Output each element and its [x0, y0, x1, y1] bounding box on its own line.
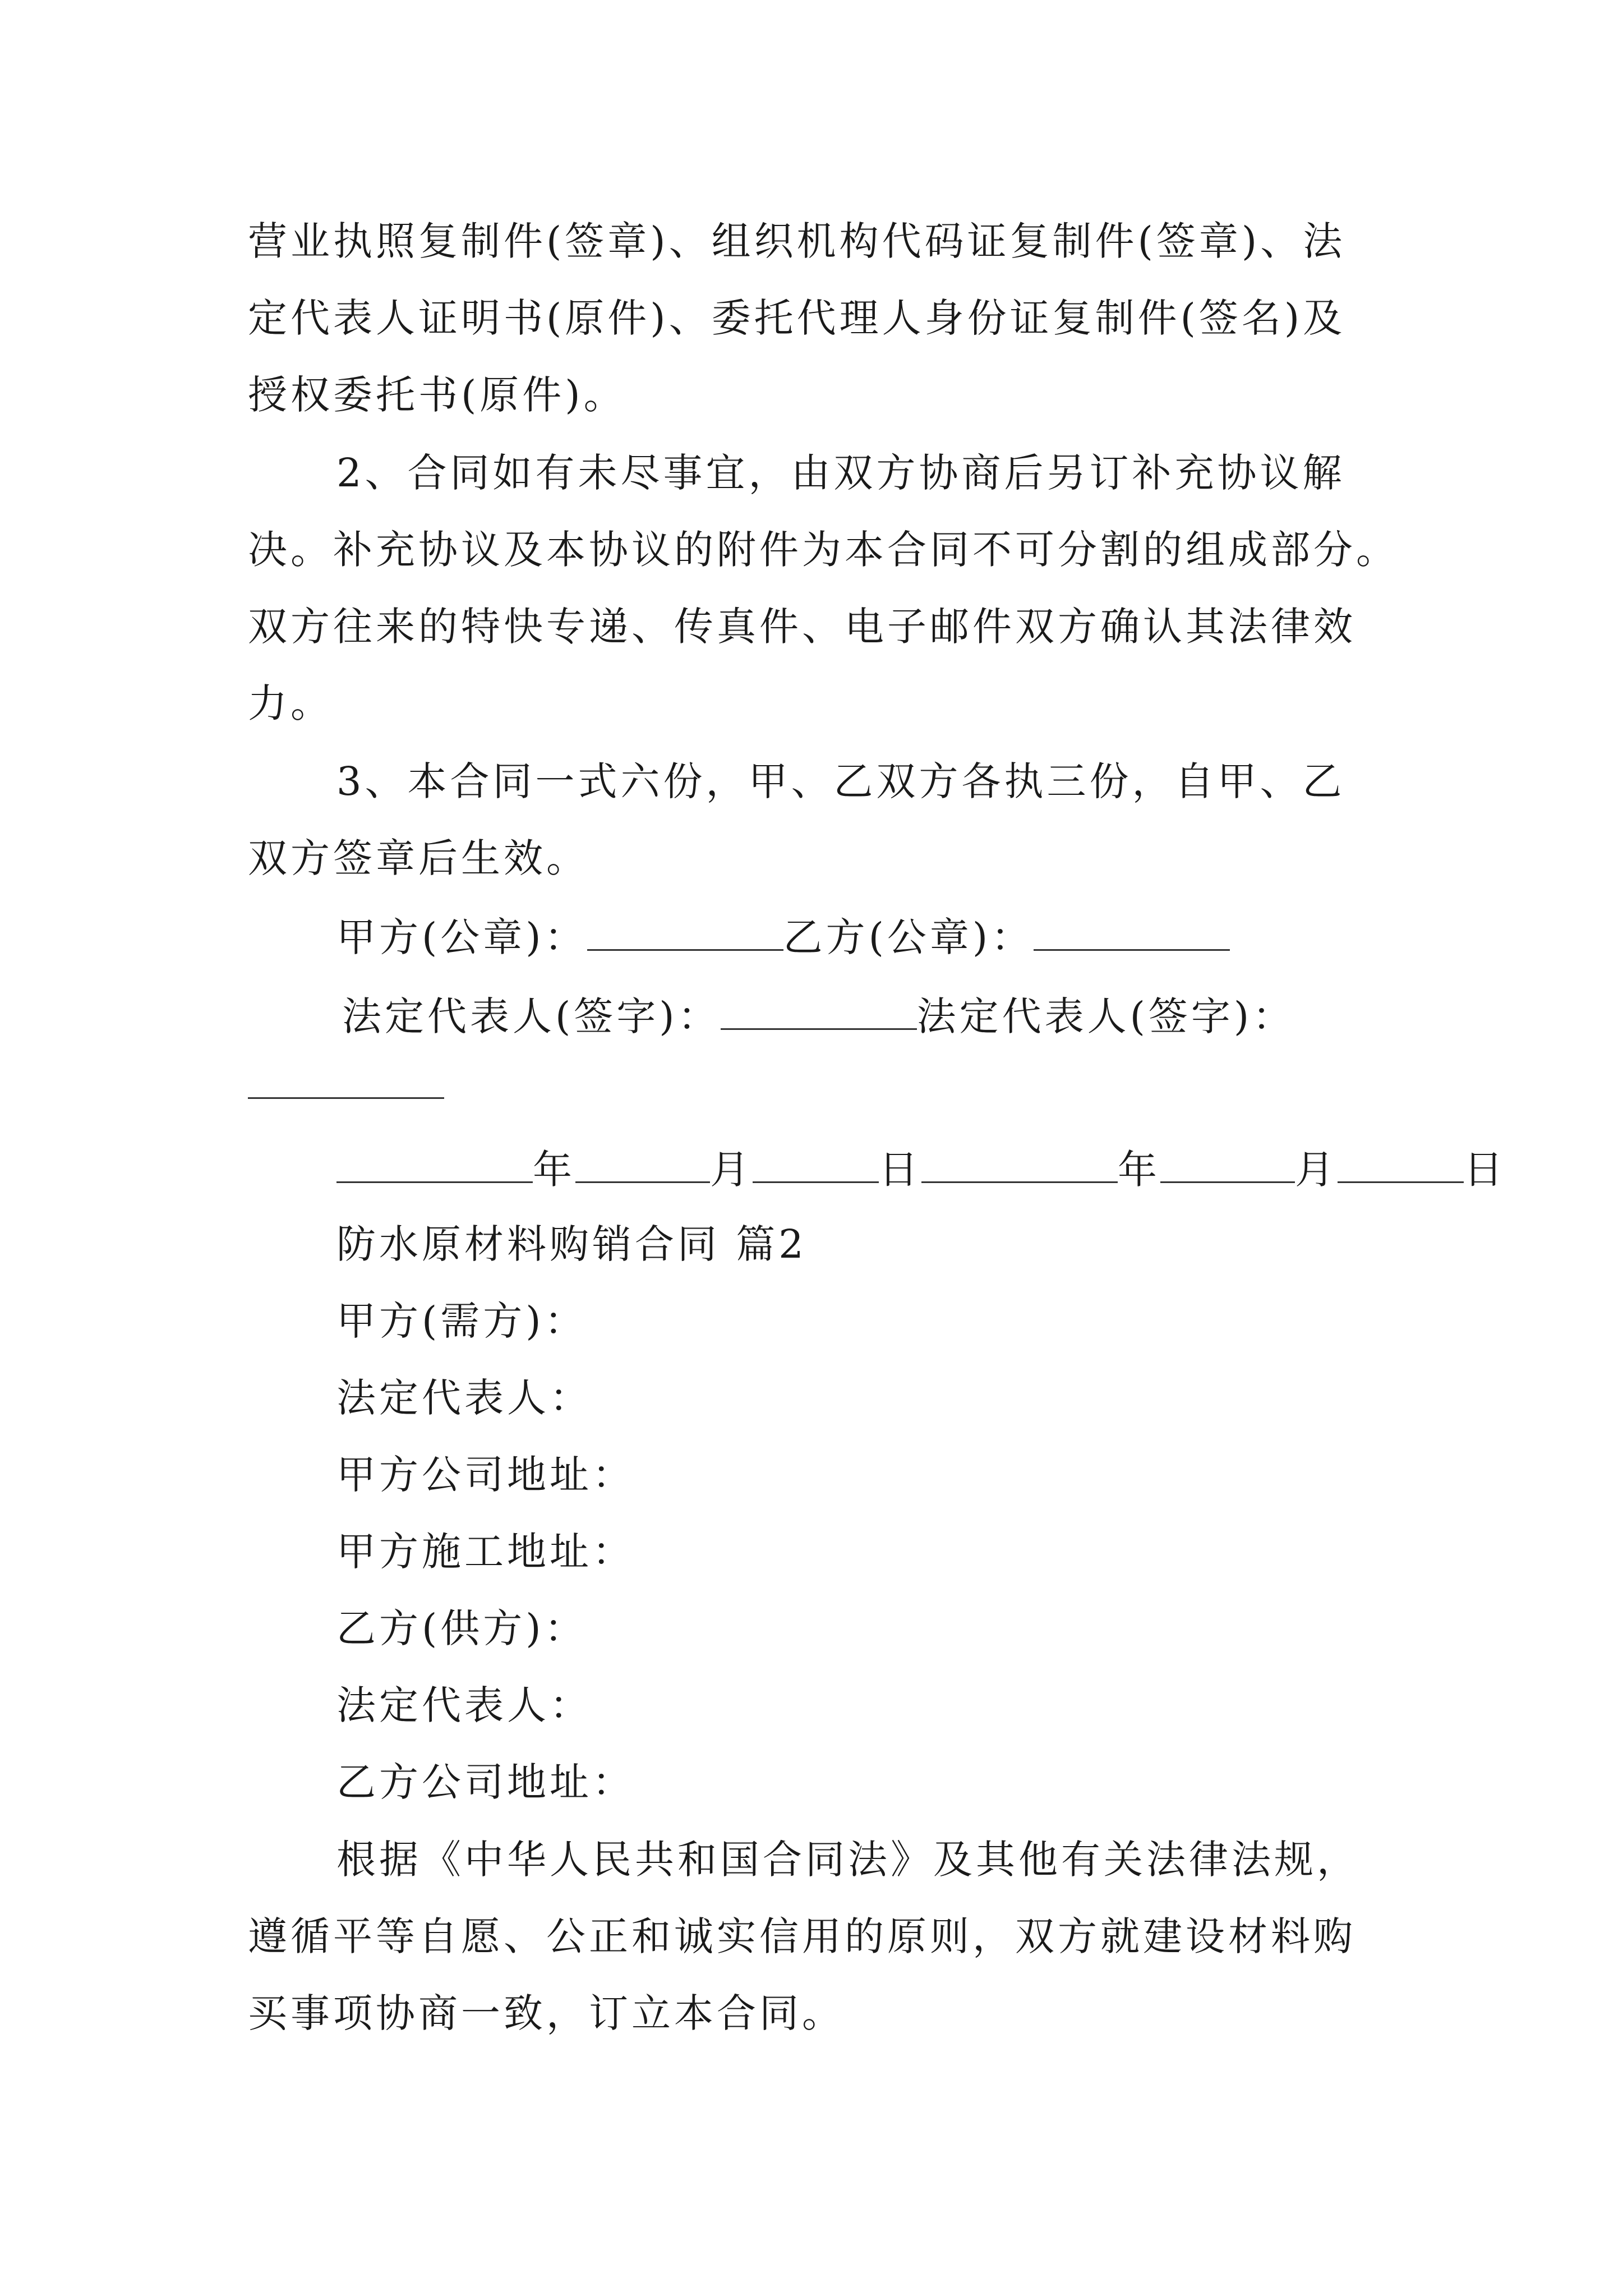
day-b-label: 日 — [1464, 1147, 1506, 1193]
party-field: 乙方公司地址： — [336, 1759, 635, 1805]
party-b-seal-blank — [1034, 910, 1230, 951]
year-a-label: 年 — [533, 1147, 575, 1193]
seal-line — [336, 910, 1230, 960]
legal-rep-line — [342, 989, 1295, 1039]
day-b-blank — [1338, 1142, 1464, 1183]
paragraph-line: 2、合同如有未尽事宜，由双方协商后另订补充协议解 — [336, 450, 1345, 496]
legal-rep-b-label: 法定代表人(签字)： — [916, 993, 1295, 1039]
month-a-blank — [575, 1142, 710, 1183]
party-a-seal-blank — [587, 910, 783, 951]
legal-rep-b-blank — [248, 1097, 444, 1099]
day-a-label: 日 — [879, 1147, 921, 1193]
month-b-label: 月 — [1295, 1147, 1338, 1193]
party-field: 法定代表人： — [336, 1375, 592, 1421]
day-a-blank — [753, 1142, 879, 1183]
paragraph-line: 力。 — [248, 680, 333, 726]
date-line — [336, 1142, 1506, 1193]
party-field: 甲方公司地址： — [336, 1452, 635, 1498]
year-b-label: 年 — [1118, 1147, 1160, 1193]
contract-title: 防水原材料购销合同 篇2 — [336, 1221, 807, 1267]
year-b-blank — [921, 1142, 1118, 1183]
party-field: 甲方(需方)： — [336, 1298, 587, 1344]
paragraph-line: 买事项协商一致，订立本合同。 — [248, 1990, 845, 2036]
party-field: 乙方(供方)： — [336, 1605, 587, 1651]
legal-rep-a-blank — [721, 989, 917, 1030]
party-field: 法定代表人： — [336, 1682, 592, 1728]
paragraph-line: 遵循平等自愿、公正和诚实信用的原则，双方就建设材料购 — [248, 1913, 1356, 1959]
party-a-seal-label: 甲方(公章)： — [336, 914, 587, 960]
paragraph-line: 定代表人证明书(原件)、委托代理人身份证复制件(签名)及 — [248, 295, 1346, 341]
paragraph-line: 根据《中华人民共和国合同法》及其他有关法律法规， — [336, 1837, 1359, 1883]
paragraph-line: 双方签章后生效。 — [248, 835, 589, 881]
paragraph-line: 决。补充协议及本协议的附件为本合同不可分割的组成部分。 — [248, 527, 1399, 573]
paragraph-line: 双方往来的特快专递、传真件、电子邮件双方确认其法律效 — [248, 604, 1356, 650]
month-a-label: 月 — [710, 1147, 753, 1193]
paragraph-line: 3、本合同一式六份，甲、乙双方各执三份，自甲、乙 — [336, 758, 1345, 804]
month-b-blank — [1160, 1142, 1295, 1183]
paragraph-line: 营业执照复制件(签章)、组织机构代码证复制件(签章)、法 — [248, 218, 1346, 264]
year-a-blank — [336, 1142, 533, 1183]
party-b-seal-label: 乙方(公章)： — [783, 914, 1034, 960]
paragraph-line: 授权委托书(原件)。 — [248, 372, 626, 418]
party-field: 甲方施工地址： — [336, 1529, 635, 1575]
legal-rep-a-label: 法定代表人(签字)： — [342, 993, 721, 1039]
